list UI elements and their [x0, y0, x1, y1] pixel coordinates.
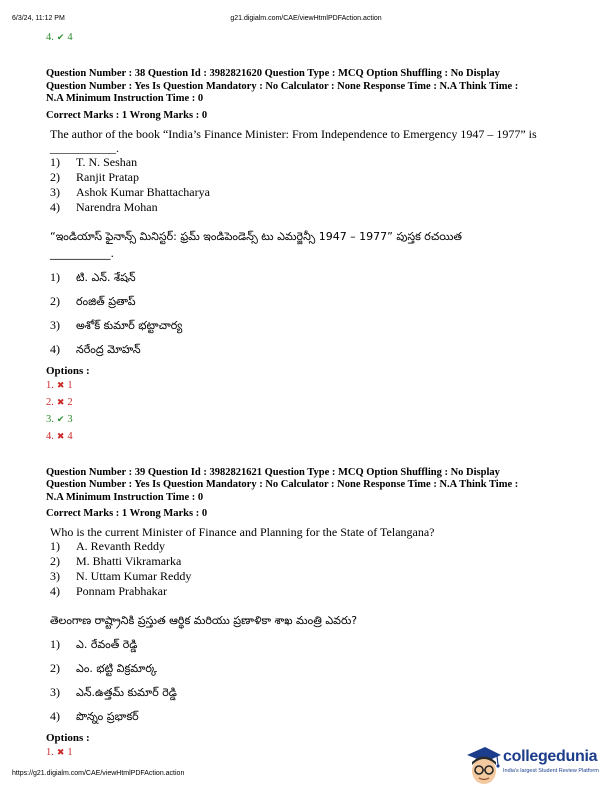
page-content: [46, 29, 576, 761]
question-marks: Correct Marks : 1 Wrong Marks : 0: [46, 109, 208, 121]
telugu-choice-4: 4) నరేంద్ర మోహన్: [50, 341, 141, 356]
options-heading: Options :: [46, 732, 90, 744]
option-label: 4.: [46, 32, 54, 43]
telugu-choice-2: 2) ఎం. భట్టి విక్రమార్క: [50, 661, 158, 675]
option-3: 3. ✔ 3: [46, 411, 576, 428]
graduate-mascot-icon: [463, 743, 503, 787]
telugu-blank: ___________.: [50, 246, 114, 260]
choice-3: 3) N. Uttam Kumar Reddy: [50, 569, 192, 583]
choice-1: 1) T. N. Seshan: [50, 154, 138, 169]
telugu-choice-1: 1) ఎ. రేవంత్ రెడ్డి: [50, 637, 138, 651]
choice-1: 1) A. Revanth Reddy: [50, 539, 165, 553]
question-meta: Question Number : 38 Question Id : 3982821620 Question Type : MCQ Option Shuffling : No Display Question Number : Yes Is Question Mandatory : No Calculator : None Response Time : N.A Think Time : N.A Minimum Instruction Time : 0: [46, 68, 519, 104]
choice-4: 4) Narendra Mohan: [50, 199, 158, 214]
option-4: 4. ✖ 4: [46, 428, 576, 445]
prev-option-4: [46, 29, 576, 46]
telugu-choice-4: 4) పొన్నం ప్రభాకర్: [50, 709, 139, 723]
telugu-choice-1: 1) టి. ఎన్. శేషన్: [50, 269, 136, 284]
telugu-choice-2: 2) రంజిత్ ప్రతాప్: [50, 293, 136, 308]
options-heading: Options :: [46, 364, 90, 377]
cross-icon: ✖: [56, 396, 65, 407]
question-meta: Question Number : 39 Question Id : 3982821621 Question Type : MCQ Option Shuffling : No Display Question Number : Yes Is Question Mandatory : No Calculator : None Response Time : N.A Think Time : N.A Minimum Instruction Time : 0: [46, 466, 519, 503]
print-url: g21.digialm.com/CAE/viewHtmlPDFAction.action: [230, 15, 382, 22]
cross-icon: ✖: [56, 379, 65, 390]
collegedunia-logo: [463, 741, 612, 791]
cross-icon: ✖: [56, 430, 65, 441]
choice-2: 2) Ranjit Pratap: [50, 169, 139, 184]
question-text: The author of the book “India’s Finance Minister: From Independence to Emergency 1947 – 1977” is ___________.: [50, 126, 537, 155]
choice-3: 3) Ashok Kumar Bhattacharya: [50, 184, 210, 199]
telugu-choice-3: 3) ఎన్.ఉత్తమ్ కుమార్ రెడ్డి: [50, 685, 177, 699]
logo-wordmark: collegedunia: [503, 748, 598, 765]
choice-2: 2) M. Bhatti Vikramarka: [50, 554, 182, 568]
question-marks: Correct Marks : 1 Wrong Marks : 0: [46, 508, 208, 519]
telugu-choice-3: 3) అశోక్ కుమార్ భట్టాచార్య: [50, 317, 183, 332]
option-1: 1. ✖ 1: [46, 377, 576, 394]
option-2: 2. ✖ 2: [46, 394, 576, 411]
question-text: Who is the current Minister of Finance and Planning for the State of Telangana?: [50, 525, 435, 539]
footer-url: https://g21.digialm.com/CAE/viewHtmlPDFAction.action: [12, 770, 185, 777]
question-38: [46, 68, 576, 445]
option-1: 1. ✖ 1: [46, 744, 576, 761]
choice-4: 4) Ponnam Prabhakar: [50, 584, 167, 598]
option-value: 4: [67, 32, 73, 43]
cross-icon: ✖: [56, 747, 65, 757]
check-icon: ✔: [56, 32, 65, 42]
telugu-question-text: తెలంగాణ రాష్ట్రానికి ప్రస్తుత ఆర్థిక మరియు ప్రణాళికా శాఖ మంత్రి ఎవరు?: [50, 614, 358, 627]
print-datetime: 6/3/24, 11:12 PM: [12, 15, 65, 22]
logo-tagline: India's largest Student Review Platform: [503, 768, 599, 774]
check-icon: ✔: [56, 413, 65, 424]
question-39: [46, 467, 576, 762]
telugu-question-text: “ఇండియాస్ ఫైనాన్స్ మినిస్టర్: ఫ్రమ్ ఇండిపెండెన్స్ టు ఎమర్జెన్సీ 1947 – 1977” పుస్తక రచయిత: [50, 229, 462, 243]
